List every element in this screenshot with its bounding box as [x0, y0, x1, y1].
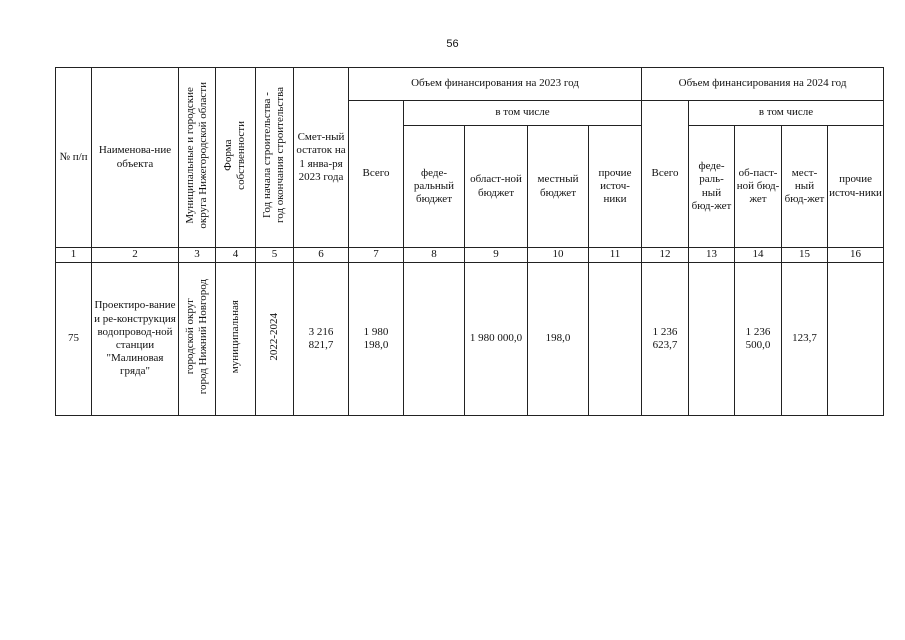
column-number: 11 — [589, 248, 642, 263]
header-total-2024: Всего — [642, 101, 689, 248]
header-name: Наименова-ние объекта — [92, 68, 179, 248]
header-federal-2023: феде-ральный бюджет — [404, 126, 465, 248]
cell-other-2023 — [589, 263, 642, 416]
column-number: 13 — [689, 248, 735, 263]
investment-table — [55, 67, 884, 416]
column-number: 10 — [528, 248, 589, 263]
header-local-2023: местный бюджет — [528, 126, 589, 248]
column-number: 9 — [465, 248, 528, 263]
header-years-line2: год окончания строительства — [274, 87, 287, 224]
header-municipality-line1: Муниципальные и городские — [183, 87, 196, 224]
header-funding-2024: Объем финансирования на 2024 год — [642, 68, 884, 101]
header-other-2023: прочие источ-ники — [589, 126, 642, 248]
column-number: 14 — [735, 248, 782, 263]
cell-other-2024 — [828, 263, 884, 416]
table-row — [56, 263, 884, 416]
header-ownership-line1: Форма — [222, 139, 235, 172]
column-number: 4 — [216, 248, 256, 263]
header-years — [256, 68, 294, 248]
header-num: № п/п — [56, 68, 92, 248]
header-ownership-line2: собственности — [235, 121, 248, 190]
column-number: 15 — [782, 248, 828, 263]
header-regional-2024: об-паст-ной бюд-жет — [735, 126, 782, 248]
header-total-2023: Всего — [349, 101, 404, 248]
cell-federal-2024 — [689, 263, 735, 416]
column-number: 8 — [404, 248, 465, 263]
column-number: 2 — [92, 248, 179, 263]
cell-municipality-line2: город Нижний Новгород — [197, 279, 209, 395]
header-municipality-line2: округа Нижегородской области — [197, 82, 209, 229]
column-number: 6 — [294, 248, 349, 263]
cell-local-2023: 198,0 — [528, 263, 589, 416]
header-local-2024: мест-ный бюд-жет — [782, 126, 828, 248]
column-number: 16 — [828, 248, 884, 263]
cell-years — [256, 263, 294, 416]
cell-local-2024: 123,7 — [782, 263, 828, 416]
header-ownership — [216, 68, 256, 248]
header-other-2024: прочие источ-ники — [828, 126, 884, 248]
header-regional-2023: област-ной бюджет — [465, 126, 528, 248]
header-years-line1: Год начала строительства - — [261, 92, 274, 219]
cell-total-2024: 1 236 623,7 — [642, 263, 689, 416]
cell-regional-2023: 1 980 000,0 — [465, 263, 528, 416]
cell-ownership — [216, 263, 256, 416]
column-number: 5 — [256, 248, 294, 263]
cell-total-2023: 1 980 198,0 — [349, 263, 404, 416]
header-including-2023: в том числе — [404, 101, 642, 126]
cell-name: Проектиро-вание и ре-конструкция водопровод-ной станции "Малиновая гряда" — [92, 263, 179, 416]
page-number: 56 — [446, 38, 459, 50]
cell-estimate: 3 216 821,7 — [294, 263, 349, 416]
column-number: 3 — [179, 248, 216, 263]
cell-regional-2024: 1 236 500,0 — [735, 263, 782, 416]
column-number: 1 — [56, 248, 92, 263]
header-estimate: Смет-ный остаток на 1 янва-ря 2023 года — [294, 68, 349, 248]
header-municipality — [179, 68, 216, 248]
header-including-2024: в том числе — [689, 101, 884, 126]
column-number-row — [56, 248, 884, 263]
cell-municipality — [179, 263, 216, 416]
header-funding-2023: Объем финансирования на 2023 год — [349, 68, 642, 101]
cell-years-text: 2022-2024 — [267, 313, 280, 361]
header-federal-2024: феде-раль-ный бюд-жет — [689, 126, 735, 248]
cell-num: 75 — [56, 263, 92, 416]
cell-municipality-line1: городской округ — [183, 298, 196, 375]
cell-federal-2023 — [404, 263, 465, 416]
cell-ownership-text: муниципальная — [228, 300, 241, 374]
header-row-1 — [56, 68, 884, 101]
column-number: 12 — [642, 248, 689, 263]
column-number: 7 — [349, 248, 404, 263]
